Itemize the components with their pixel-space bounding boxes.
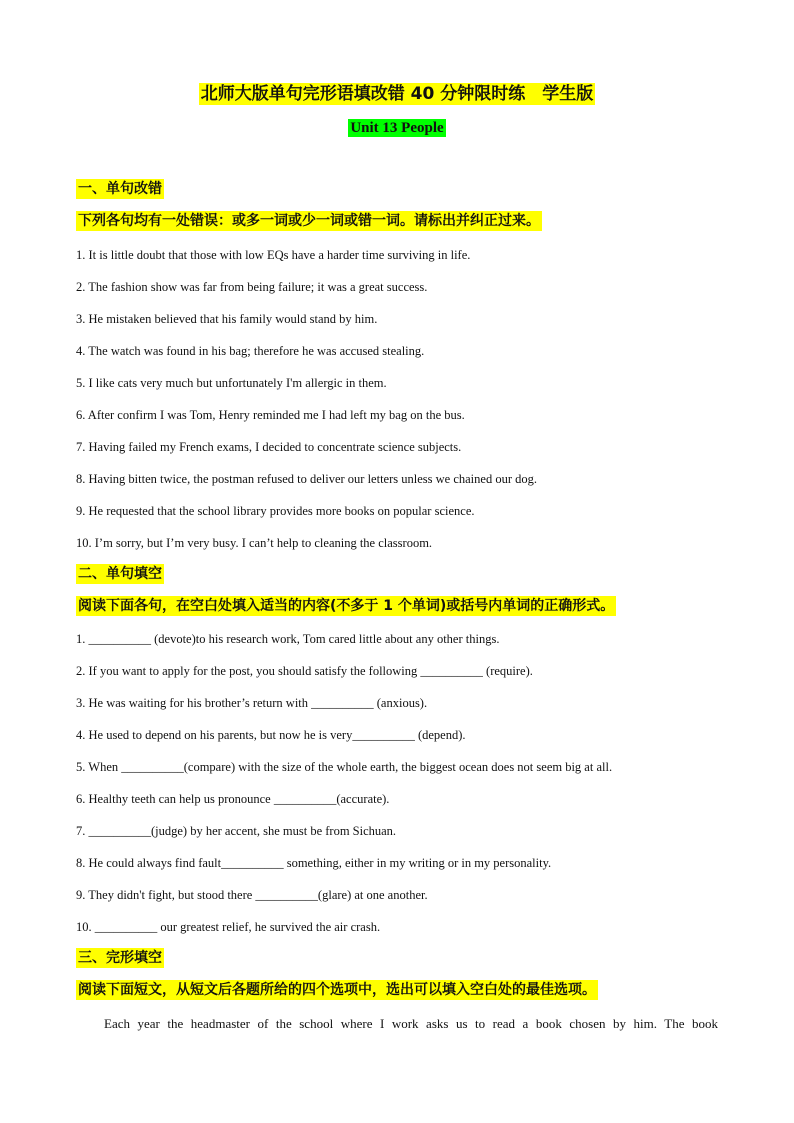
section3-passage-line: Each year the headmaster of the school where I work asks us to read a book chosen by him. The book bbox=[104, 1016, 718, 1031]
section2-item-1: 1. __________ (devote)to his research work, Tom cared little about any other things. bbox=[76, 632, 500, 646]
section2-item-6: 6. Healthy teeth can help us pronounce __________(accurate). bbox=[76, 792, 390, 806]
section2-item-2: 2. If you want to apply for the post, you should satisfy the following __________ (require). bbox=[76, 664, 533, 678]
section2-item-3: 3. He was waiting for his brother’s return with __________ (anxious). bbox=[76, 696, 428, 710]
section1-item-2: 2. The fashion show was far from being failure; it was a great success. bbox=[76, 280, 428, 294]
section3-instruction: 阅读下面短文，从短文后各题所给的四个选项中，选出可以填入空白处的最佳选项。 bbox=[78, 982, 596, 998]
section1-item-6: 6. After confirm I was Tom, Henry reminded me I had left my bag on the bus. bbox=[76, 408, 465, 422]
section2-item-9: 9. They didn't fight, but stood there __________(glare) at one another. bbox=[76, 888, 428, 902]
unit-title-text: Unit 13 People bbox=[350, 120, 444, 136]
section1-item-10: 10. I’m sorry, but I’m very busy. I can’t help to cleaning the classroom. bbox=[76, 536, 433, 550]
section1-instruction: 下列各句均有一处错误：或多一词或少一词或错一词。请标出并纠正过来。 bbox=[78, 213, 540, 229]
document-title-text: 北师大版单句完形语填改错 40 分钟限时练 学生版 bbox=[200, 84, 594, 104]
section2-heading: 二、单句填空 bbox=[78, 566, 162, 582]
section1-item-3: 3. He mistaken believed that his family would stand by him. bbox=[76, 312, 378, 326]
section2-item-4: 4. He used to depend on his parents, but now he is very__________ (depend). bbox=[76, 728, 466, 742]
section2-item-8: 8. He could always find fault__________ something, either in my writing or in my personality. bbox=[76, 856, 552, 870]
section1-heading: 一、单句改错 bbox=[78, 181, 162, 197]
section2-item-5: 5. When __________(compare) with the size of the whole earth, the biggest ocean does not seem big at all. bbox=[76, 760, 613, 774]
section1-item-5: 5. I like cats very much but unfortunately I'm allergic in them. bbox=[76, 376, 387, 390]
section2-item-7: 7. __________(judge) by her accent, she must be from Sichuan. bbox=[76, 824, 397, 838]
section1-item-4: 4. The watch was found in his bag; therefore he was accused stealing. bbox=[76, 344, 425, 358]
section2-instruction: 阅读下面各句，在空白处填入适当的内容(不多于 1 个单词)或括号内单词的正确形式。 bbox=[78, 598, 615, 614]
section1-item-8: 8. Having bitten twice, the postman refused to deliver our letters unless we chained our dog. bbox=[76, 472, 537, 486]
document-title bbox=[0, 83, 794, 105]
unit-title bbox=[0, 118, 794, 138]
section2-item-10: 10. __________ our greatest relief, he survived the air crash. bbox=[76, 920, 381, 934]
section1-item-9: 9. He requested that the school library provides more books on popular science. bbox=[76, 504, 475, 518]
section1-item-7: 7. Having failed my French exams, I decided to concentrate science subjects. bbox=[76, 440, 462, 454]
section1-item-1: 1. It is little doubt that those with low EQs have a harder time surviving in life. bbox=[76, 248, 471, 262]
section3-heading: 三、完形填空 bbox=[78, 950, 162, 966]
